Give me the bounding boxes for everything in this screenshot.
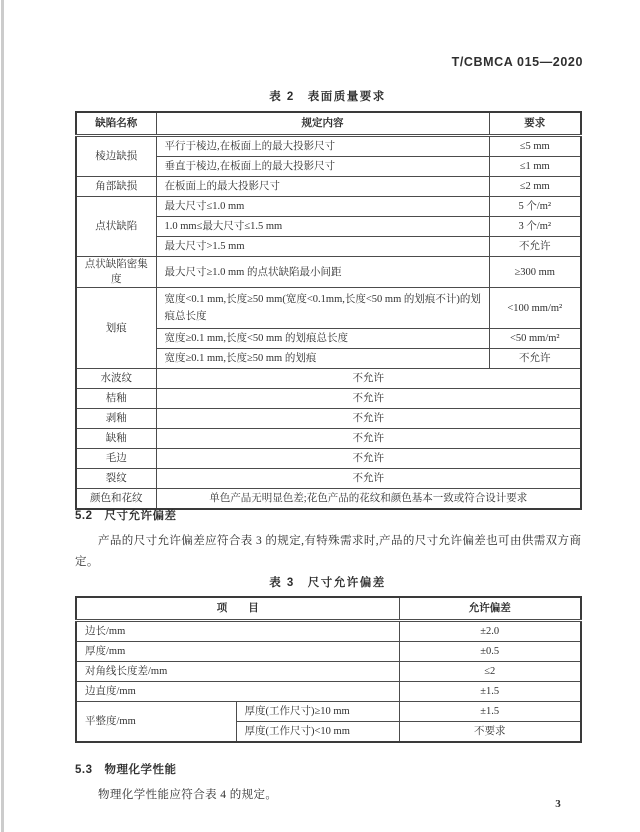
- spec-cell: 最大尺寸≥1.0 mm 的点状缺陷最小间距: [156, 257, 489, 288]
- defect-name-cell: 缺釉: [76, 429, 156, 449]
- section-5-2-paragraph: 产品的尺寸允许偏差应符合表 3 的规定,有特殊需求时,产品的尺寸允许偏差也可由供需双方商定。: [75, 535, 582, 568]
- table-row: [76, 136, 581, 157]
- requirement-cell: ≤1 mm: [489, 157, 581, 177]
- spec-cell: 宽度≥0.1 mm,长度≥50 mm 的划痕: [156, 349, 489, 369]
- defect-name-cell: 水波纹: [76, 369, 156, 389]
- merged-requirement-cell: 不允许: [156, 369, 581, 389]
- table-row: [76, 369, 581, 389]
- col-header-specification: 规定内容: [156, 112, 489, 136]
- defect-name-cell: 裂纹: [76, 469, 156, 489]
- merged-requirement-cell: 不允许: [156, 469, 581, 489]
- spec-cell: 平行于棱边,在板面上的最大投影尺寸: [156, 136, 489, 157]
- merged-requirement-cell: 单色产品无明显色差;花色产品的花纹和颜色基本一致或符合设计要求: [156, 489, 581, 510]
- defect-name-cell: 剥釉: [76, 409, 156, 429]
- table-row: [76, 429, 581, 449]
- table-row: [76, 409, 581, 429]
- defect-name-cell: 颜色和花纹: [76, 489, 156, 510]
- table-row: [76, 288, 581, 329]
- col-header-requirement: 要求: [489, 112, 581, 136]
- col-header-defect-name: 缺陷名称: [76, 112, 156, 136]
- requirement-cell: ≤2 mm: [489, 177, 581, 197]
- surface-quality-table: [75, 111, 582, 510]
- requirement-cell: <50 mm/m²: [489, 329, 581, 349]
- merged-requirement-cell: 不允许: [156, 449, 581, 469]
- standard-number-header: T/CBMCA 015—2020: [451, 55, 583, 69]
- defect-name-cell: 角部缺损: [76, 177, 156, 197]
- table-row: [76, 469, 581, 489]
- requirement-cell: <100 mm/m²: [489, 288, 581, 329]
- table-row: [76, 489, 581, 510]
- item-cell: 厚度/mm: [76, 642, 399, 662]
- table-row: [76, 642, 581, 662]
- item-cell: 边直度/mm: [76, 682, 399, 702]
- table-header-row: [76, 112, 581, 136]
- table-row: [76, 449, 581, 469]
- sub-item-cell: 厚度(工作尺寸)≥10 mm: [236, 702, 399, 722]
- table-row: [76, 389, 581, 409]
- table-row: [76, 702, 581, 722]
- scan-edge-artifact: [1, 0, 4, 832]
- table-row: [76, 177, 581, 197]
- table-row: [76, 257, 581, 288]
- spec-cell: 宽度<0.1 mm,长度≥50 mm(宽度<0.1mm,长度<50 mm 的划痕不计)的划痕总长度: [156, 288, 489, 329]
- spec-cell: 在板面上的最大投影尺寸: [156, 177, 489, 197]
- tolerance-cell: ±1.5: [399, 682, 581, 702]
- table-header-row: [76, 597, 581, 621]
- defect-name-cell: 点状缺陷密集度: [76, 257, 156, 288]
- requirement-cell: 3 个/m²: [489, 217, 581, 237]
- table3-caption: 表 3 尺寸允许偏差: [269, 577, 386, 589]
- merged-requirement-cell: 不允许: [156, 389, 581, 409]
- spec-cell: 垂直于棱边,在板面上的最大投影尺寸: [156, 157, 489, 177]
- requirement-cell: ≤5 mm: [489, 136, 581, 157]
- tolerance-cell: ±0.5: [399, 642, 581, 662]
- spec-cell: 最大尺寸≤1.0 mm: [156, 197, 489, 217]
- merged-requirement-cell: 不允许: [156, 429, 581, 449]
- item-cell: 对角线长度差/mm: [76, 662, 399, 682]
- spec-cell: 宽度≥0.1 mm,长度<50 mm 的划痕总长度: [156, 329, 489, 349]
- item-cell: 平整度/mm: [76, 702, 236, 743]
- requirement-cell: 不允许: [489, 349, 581, 369]
- tolerance-cell: ±1.5: [399, 702, 581, 722]
- defect-name-cell: 棱边缺损: [76, 136, 156, 177]
- defect-name-cell: 毛边: [76, 449, 156, 469]
- item-cell: 边长/mm: [76, 621, 399, 642]
- defect-name-cell: 点状缺陷: [76, 197, 156, 257]
- section-5-3-paragraph: 物理化学性能应符合表 4 的规定。: [98, 789, 278, 801]
- dimension-tolerance-table: [75, 596, 582, 743]
- requirement-cell: 不允许: [489, 237, 581, 257]
- table-row: [76, 621, 581, 642]
- tolerance-cell: ±2.0: [399, 621, 581, 642]
- page-number: 3: [555, 798, 561, 810]
- table-row: [76, 662, 581, 682]
- table-row: [76, 197, 581, 217]
- requirement-cell: ≥300 mm: [489, 257, 581, 288]
- tolerance-cell: ≤2: [399, 662, 581, 682]
- requirement-cell: 5 个/m²: [489, 197, 581, 217]
- defect-name-cell: 桔釉: [76, 389, 156, 409]
- col-header-item: 项 目: [76, 597, 399, 621]
- spec-cell: 1.0 mm≤最大尺寸≤1.5 mm: [156, 217, 489, 237]
- sub-item-cell: 厚度(工作尺寸)<10 mm: [236, 722, 399, 743]
- defect-name-cell: 划痕: [76, 288, 156, 369]
- tolerance-cell: 不要求: [399, 722, 581, 743]
- merged-requirement-cell: 不允许: [156, 409, 581, 429]
- col-header-tolerance: 允许偏差: [399, 597, 581, 621]
- table-row: [76, 682, 581, 702]
- table2-caption: 表 2 表面质量要求: [269, 91, 386, 103]
- section-5-2-heading: 5.2 尺寸允许偏差: [75, 510, 177, 522]
- section-5-3-heading: 5.3 物理化学性能: [75, 764, 177, 776]
- spec-cell: 最大尺寸>1.5 mm: [156, 237, 489, 257]
